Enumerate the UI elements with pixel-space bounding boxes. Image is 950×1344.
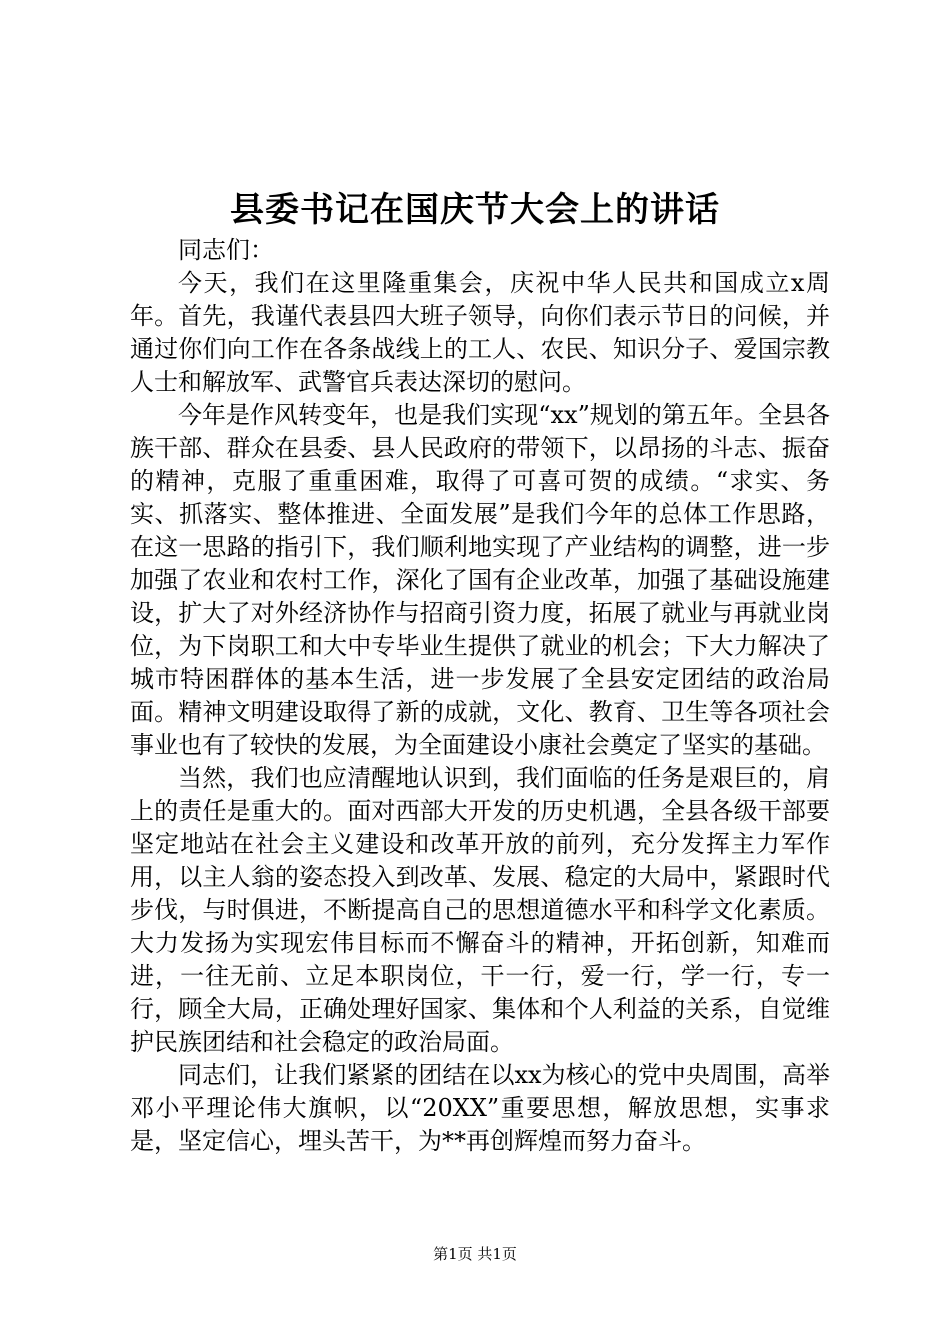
document-title: 县委书记在国庆节大会上的讲话 [230,190,720,230]
page-number-footer: 第1页 共1页 [433,1245,517,1263]
paragraph-closing: 同志们，让我们紧紧的团结在以xx为核心的党中央周围，高举邓小平理论伟大旗帜，以“20XX”重要思想，解放思想，实事求是，坚定信心，埋头苦干，为**再创辉煌而努力奋斗。 [130,1061,830,1155]
document-body [130,234,830,1158]
paragraph-achievements: 今年是作风转变年，也是我们实现“xx”规划的第五年。全县各族干部、群众在县委、县人民政府的带领下，以昂扬的斗志、振奋的精神，克服了重重困难，取得了可喜可贺的成绩。“求实、务实、抓落实、整体推进、全面发展”是我们今年的总体工作思路，在这一思路的指引下，我们顺利地实现了产业结构的调整，进一步加强了农业和农村工作，深化了国有企业改革，加强了基础设施建设，扩大了对外经济协作与招商引资力度，拓展了就业与再就业岗位，为下岗职工和大中专毕业生提供了就业的机会；下大力解决了城市特困群体的基本生活，进一步发展了全县安定团结的政治局面。精神文明建设取得了新的成就，文化、教育、卫生等各项社会事业也有了较快的发展，为全面建设小康社会奠定了坚实的基础。 [130,401,830,759]
paragraph-responsibilities: 当然，我们也应清醒地认识到，我们面临的任务是艰巨的，肩上的责任是重大的。面对西部大开发的历史机遇，全县各级干部要坚定地站在社会主义建设和改革开放的前列，充分发挥主力军作用，以主人翁的姿态投入到改革、发展、稳定的大局中，紧跟时代步伐，与时俱进，不断提高自己的思想道德水平和科学文化素质。大力发扬为实现宏伟目标而不懈奋斗的精神，开拓创新，知难而进，一往无前、立足本职岗位，干一行，爱一行，学一行，专一行，顾全大局，正确处理好国家、集体和个人利益的关系，自觉维护民族团结和社会稳定的政治局面。 [130,764,830,1056]
salutation: 同志们： [178,236,274,264]
paragraph-greeting: 今天，我们在这里隆重集会，庆祝中华人民共和国成立x周年。首先，我谨代表县四大班子领导，向你们表示节日的问候，并通过你们向工作在各条战线上的工人、农民、知识分子、爱国宗教人士和解放军、武警官兵表达深切的慰问。 [130,269,830,396]
